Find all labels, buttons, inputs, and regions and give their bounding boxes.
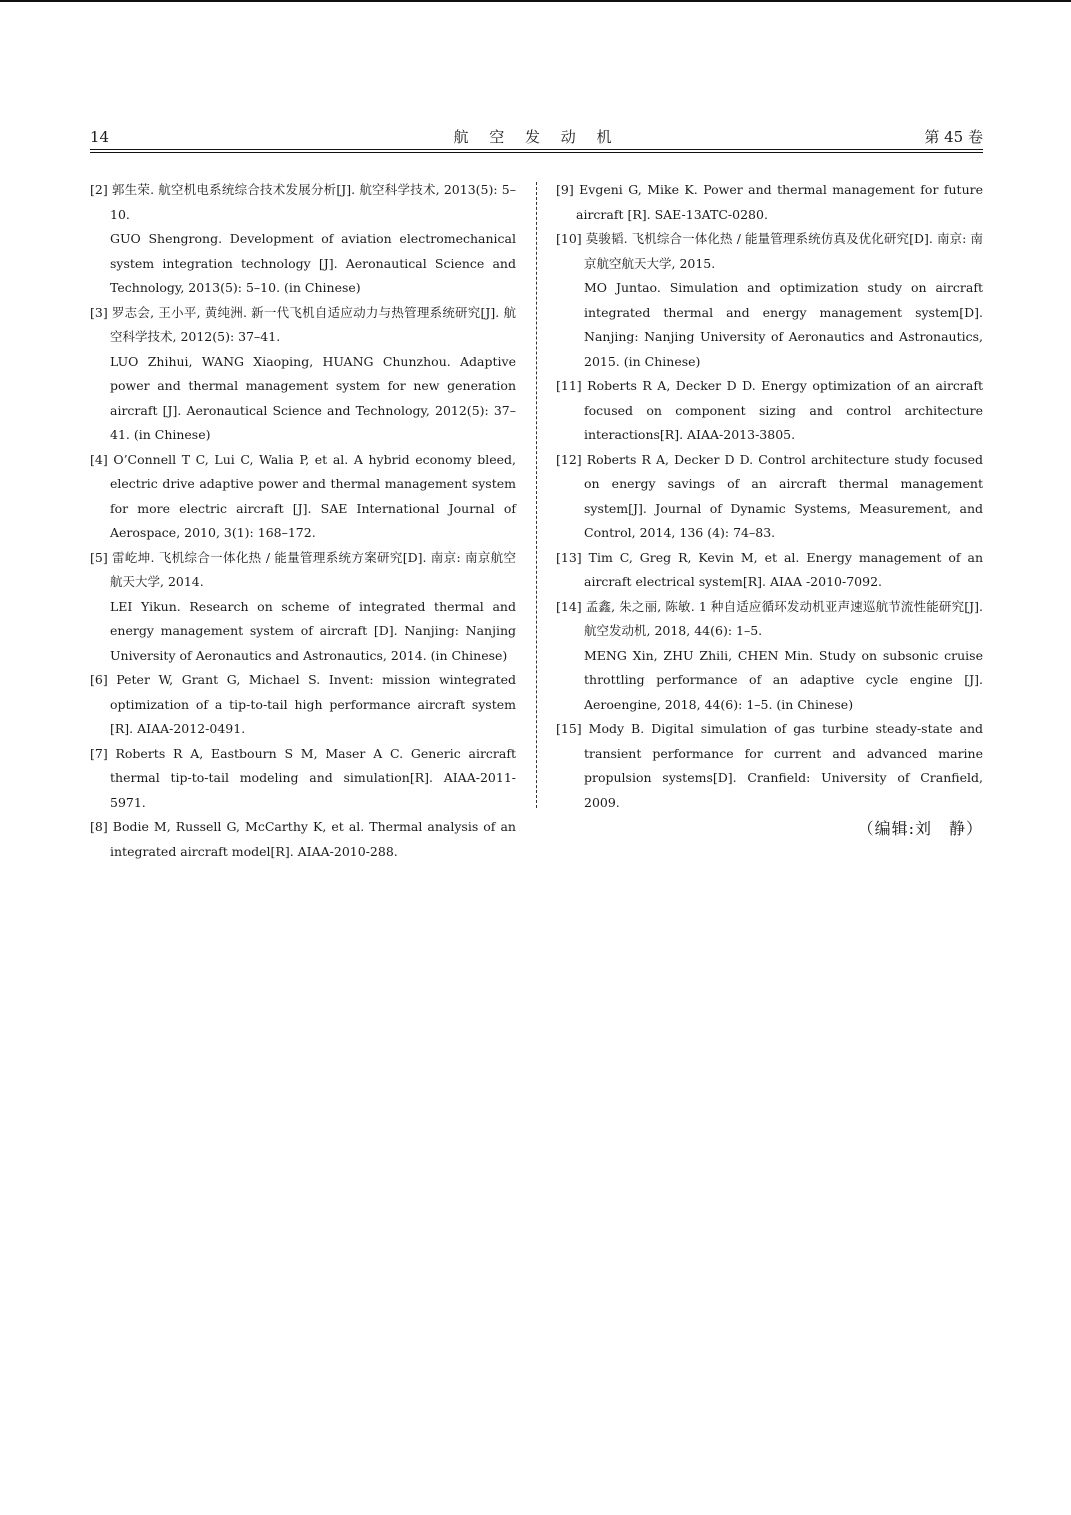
volume-label: 第 45 卷 bbox=[924, 128, 983, 146]
reference-7: [7] Roberts R A, Eastbourn S M, Maser A C. Generic aircraft thermal tip-to-tail modeling and simulation[R]. AIAA-2011-5971. bbox=[90, 745, 516, 810]
reference-3-english: LUO Zhihui, WANG Xiaoping, HUANG Chunzhou. Adaptive power and thermal management system for new generation aircraft [J]. Aeronautical Science and Technology, 2012(5): 37–41. (in Chinese) bbox=[110, 353, 516, 442]
reference-5-english: LEI Yikun. Research on scheme of integrated thermal and energy management system of aircraft [D]. Nanjing: Nanjing University of Aeronautics and Astronautics, 2014. (in Chinese) bbox=[110, 598, 516, 663]
reference-14-english: MENG Xin, ZHU Zhili, CHEN Min. Study on subsonic cruise throttling performance of an adaptive cycle engine [J]. Aeroengine, 2018, 44(6): 1–5. (in Chinese) bbox=[584, 647, 983, 712]
reference-8: [8] Bodie M, Russell G, McCarthy K, et al. Thermal analysis of an integrated aircraft model[R]. AIAA-2010-288. bbox=[90, 819, 516, 859]
references-left-column bbox=[90, 178, 516, 864]
header-rule bbox=[90, 149, 983, 150]
journal-title: 航 空 发 动 机 bbox=[453, 128, 620, 146]
reference-12: [12] Roberts R A, Decker D D. Control architecture study focused on energy savings of an aircraft thermal management system[J]. Journal of Dynamic Systems, Measurement, and Control, 2014, 136 (4): 74–83. bbox=[556, 451, 983, 540]
reference-3: [3] 罗志会, 王小平, 黄纯洲. 新一代飞机自适应动力与热管理系统研究[J]. 航空科学技术, 2012(5): 37–41. bbox=[90, 304, 516, 344]
running-header bbox=[90, 126, 983, 148]
reference-4: [4] O’Connell T C, Lui C, Walia P, et al. A hybrid economy bleed, electric drive adaptive power and thermal management system for more electric aircraft [J]. SAE International Journal of Aerospace, 2010, 3(1): 168–172. bbox=[90, 451, 516, 540]
top-border bbox=[0, 0, 1071, 2]
reference-5: [5] 雷屹坤. 飞机综合一体化热 / 能量管理系统方案研究[D]. 南京: 南京航空航天大学, 2014. bbox=[90, 549, 516, 589]
reference-6: [6] Peter W, Grant G, Michael S. Invent: mission wintegrated optimization of a tip-to-tail high performance aircraft system [R]. AIAA-2012-0491. bbox=[90, 672, 516, 736]
reference-9: [9] Evgeni G, Mike K. Power and thermal management for future aircraft [R]. SAE-13ATC-0280. bbox=[556, 182, 983, 222]
reference-11: [11] Roberts R A, Decker D D. Energy optimization of an aircraft focused on component sizing and control architecture interactions[R]. AIAA-2013-3805. bbox=[556, 378, 983, 442]
reference-10: [10] 莫骏韬. 飞机综合一体化热 / 能量管理系统仿真及优化研究[D]. 南京: 南京航空航天大学, 2015. bbox=[556, 231, 983, 271]
reference-2: [2] 郭生荣. 航空机电系统综合技术发展分析[J]. 航空科学技术, 2013(5): 5–10. bbox=[90, 182, 516, 222]
editor-credit: （编辑:刘 静） bbox=[857, 819, 983, 838]
reference-10-english: MO Juntao. Simulation and optimization study on aircraft integrated thermal and energy management system[D]. Nanjing: Nanjing University of Aeronautics and Astronautics, 2015. (in Chinese) bbox=[584, 280, 983, 369]
header-rule bbox=[90, 152, 983, 153]
page-number: 14 bbox=[90, 128, 110, 146]
references-right-column bbox=[556, 178, 983, 858]
reference-2-english: GUO Shengrong. Development of aviation electromechanical system integration technology [J]. Aeronautical Science and Technology, 2013(5): 5–10. (in Chinese) bbox=[110, 231, 516, 295]
reference-14: [14] 孟鑫, 朱之丽, 陈敏. 1 种自适应循环发动机亚声速巡航节流性能研究[J]. 航空发动机, 2018, 44(6): 1–5. bbox=[556, 598, 983, 638]
column-divider bbox=[536, 182, 537, 808]
reference-15: [15] Mody B. Digital simulation of gas turbine steady-state and transient performance for current and advanced marine propulsion systems[D]. Cranfield: University of Cranfield, 2009. bbox=[556, 721, 983, 810]
reference-13: [13] Tim C, Greg R, Kevin M, et al. Energy management of an aircraft electrical system[R]. AIAA -2010-7092. bbox=[556, 549, 983, 589]
